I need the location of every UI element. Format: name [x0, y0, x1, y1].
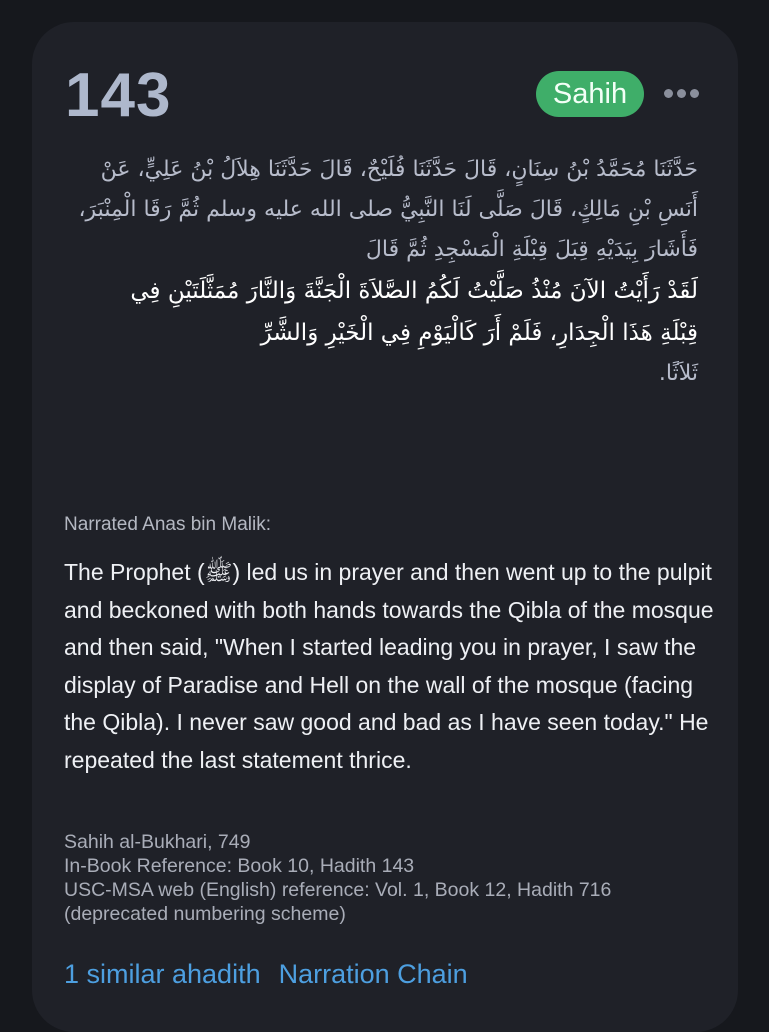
- card-links: [64, 959, 468, 990]
- hadith-number: 143: [65, 61, 172, 130]
- hadith-card: [32, 22, 738, 1032]
- english-text: The Prophet (ﷺ) led us in prayer and then went up to the pulpit and beckoned with both hands towards the Qibla of the mosque and then said, "When I started leading you in prayer, I saw the display of Paradise and Hell on the wall of the mosque (facing the Qibla). I never saw good and bad as I have seen today." He repeated the last statement thrice.: [64, 559, 714, 773]
- reference-line: Sahih al-Bukhari, 749: [64, 831, 251, 853]
- narration-chain-link[interactable]: Narration Chain: [278, 959, 468, 989]
- reference-line: In-Book Reference: Book 10, Hadith 143: [64, 855, 415, 877]
- arabic-chain-line: أَنَسِ بْنِ مَالِكٍ، قَالَ صَلَّى لَنَا النَّبِيُّ صلى الله عليه وسلم ثُمَّ رَقَا الْمِنْبَرَ،: [78, 197, 698, 222]
- arabic-matn-line: لَقَدْ رَأَيْتُ الآنَ مُنْذُ صَلَّيْتُ لَكُمُ الصَّلاَةَ الْجَنَّةَ وَالنَّارَ مُمَثَّلَتَيْنِ فِي: [130, 278, 698, 304]
- narrator: Narrated Anas bin Malik:: [64, 514, 271, 535]
- arabic-end: ثَلاَثًا.: [658, 361, 698, 386]
- grade-badge: Sahih: [536, 71, 644, 117]
- arabic-text: [62, 150, 698, 394]
- arabic-matn-line: قِبْلَةِ هَذَا الْجِدَارِ، فَلَمْ أَرَ كَالْيَوْمِ فِي الْخَيْرِ وَالشَّرِّ: [260, 320, 698, 346]
- reference-line: (deprecated numbering scheme): [64, 903, 346, 925]
- arabic-chain-line: فَأَشَارَ بِيَدَيْهِ قِبَلَ قِبْلَةِ الْمَسْجِدِ ثُمَّ قَالَ: [365, 237, 698, 262]
- ellipsis-icon[interactable]: [664, 82, 700, 104]
- references: [64, 830, 611, 926]
- reference-line: USC-MSA web (English) reference: Vol. 1, Book 12, Hadith 716: [64, 879, 612, 901]
- similar-ahadith-link[interactable]: 1 similar ahadith: [64, 959, 261, 989]
- arabic-chain-line: حَدَّثَنَا مُحَمَّدُ بْنُ سِنَانٍ، قَالَ حَدَّثَنَا فُلَيْحٌ، قَالَ حَدَّثَنَا هِلاَلُ بْنُ عَلِيٍّ، عَنْ: [100, 157, 698, 182]
